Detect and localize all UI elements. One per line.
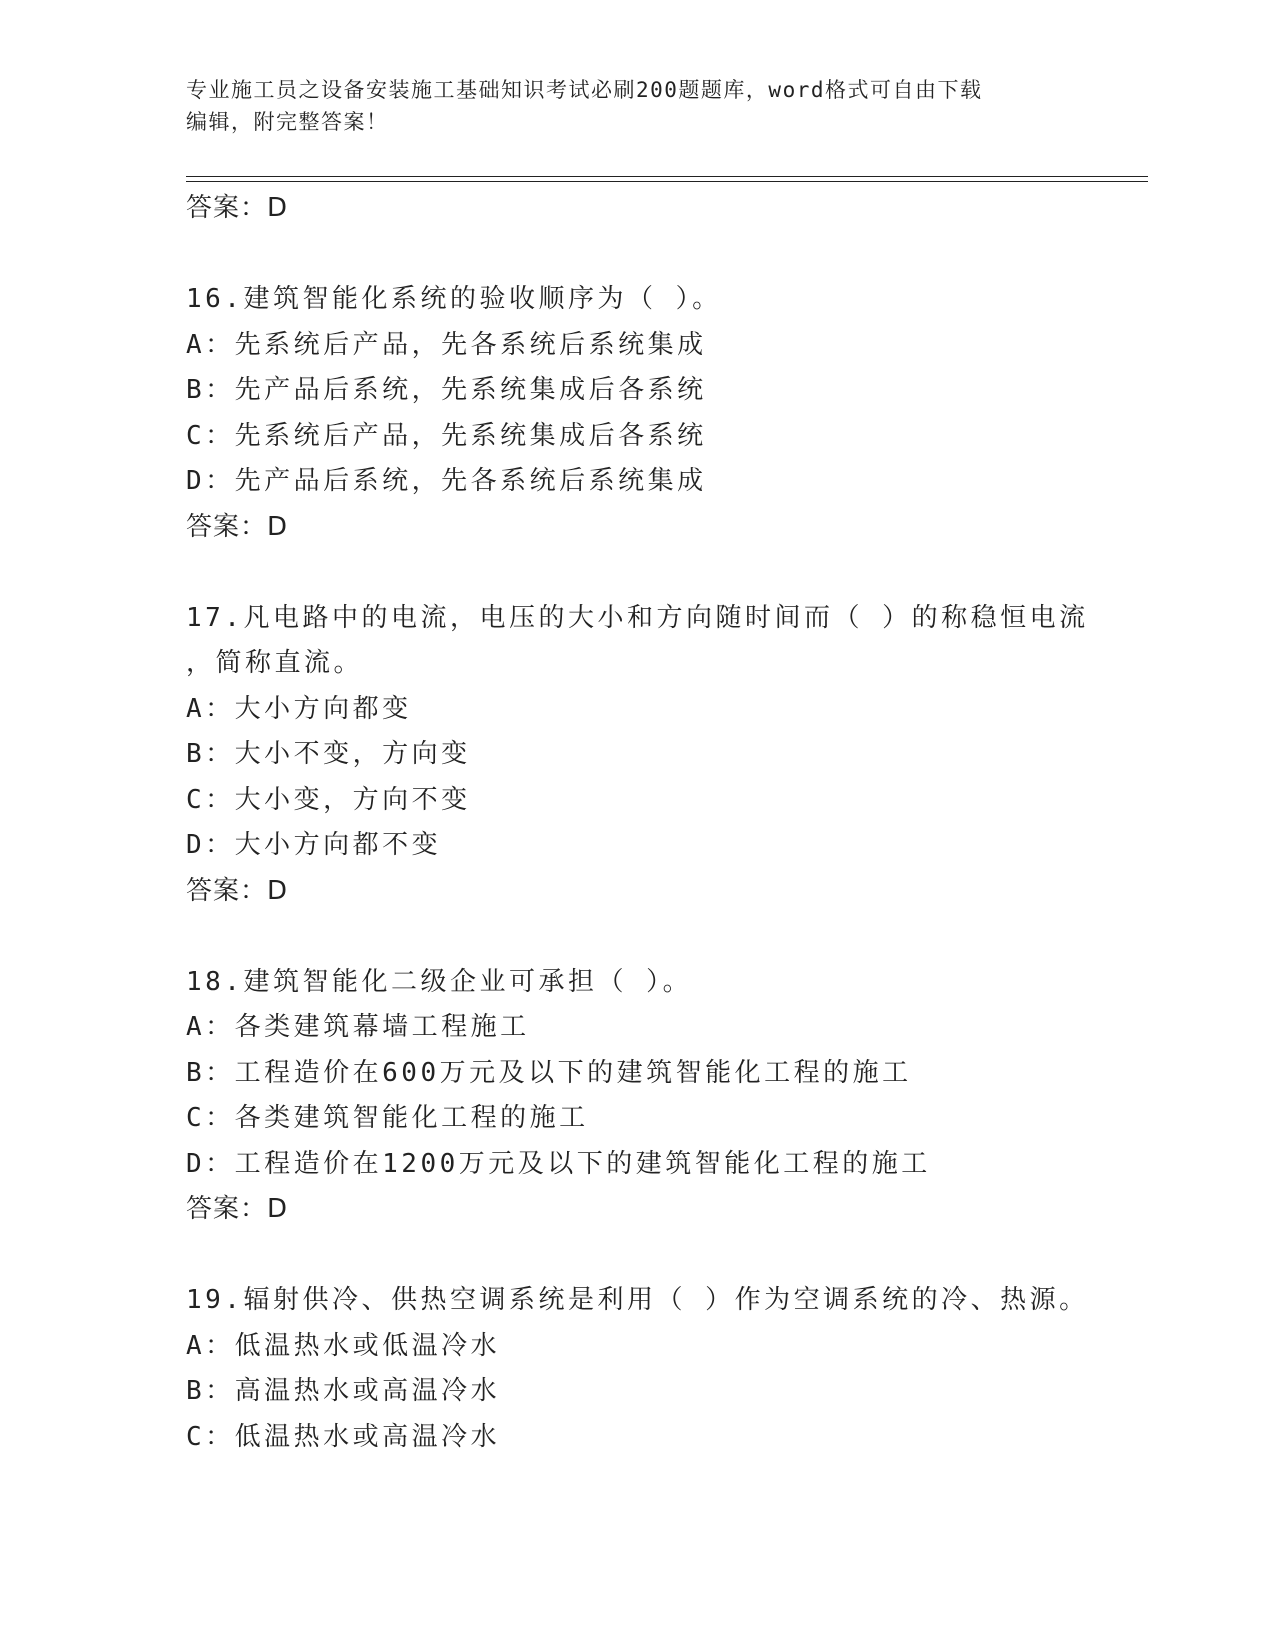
option-a: A：低温热水或低温冷水 bbox=[186, 1330, 501, 1361]
answer-line: 答案：D bbox=[186, 875, 289, 906]
option-d: D：先产品后系统，先各系统后系统集成 bbox=[186, 466, 707, 496]
option-d: D：工程造价在1200万元及以下的建筑智能化工程的施工 bbox=[186, 1148, 931, 1179]
option-d: D：大小方向都不变 bbox=[186, 830, 442, 860]
spacer bbox=[186, 232, 1086, 278]
spacer bbox=[186, 1233, 1086, 1279]
option-b: B：大小不变，方向变 bbox=[186, 739, 471, 769]
header-divider-top bbox=[186, 176, 1148, 177]
option-a: A：大小方向都变 bbox=[186, 693, 412, 724]
document-header bbox=[186, 74, 1066, 138]
answer-line: 答案：D bbox=[186, 193, 289, 223]
option-c: C：先系统后产品，先系统集成后各系统 bbox=[186, 420, 707, 451]
option-b: B：先产品后系统，先系统集成后各系统 bbox=[186, 375, 707, 405]
header-divider-bottom bbox=[186, 181, 1148, 182]
option-a: A：各类建筑幕墙工程施工 bbox=[186, 1012, 530, 1042]
question-stem-continued: ，简称直流。 bbox=[186, 648, 364, 678]
question-list bbox=[186, 186, 1089, 1460]
option-c: C：各类建筑智能化工程的施工 bbox=[186, 1103, 589, 1133]
question-stem: 17.凡电路中的电流，电压的大小和方向随时间而（ ）的称稳恒电流 bbox=[186, 602, 1089, 633]
option-c: C：大小变，方向不变 bbox=[186, 784, 471, 815]
header-line-1: 专业施工员之设备安装施工基础知识考试必刷200题题库，word格式可自由下载 bbox=[186, 78, 983, 102]
spacer bbox=[186, 550, 1086, 596]
question-stem: 18.建筑智能化二级企业可承担（ ）。 bbox=[186, 966, 693, 997]
question-19 bbox=[186, 1278, 1089, 1460]
option-a: A：先系统后产品，先各系统后系统集成 bbox=[186, 329, 707, 360]
option-c: C：低温热水或高温冷水 bbox=[186, 1421, 501, 1452]
question-stem: 19.辐射供冷、供热空调系统是利用（ ）作为空调系统的冷、热源。 bbox=[186, 1285, 1089, 1315]
spacer bbox=[186, 914, 1086, 960]
answer-line: 答案：D bbox=[186, 1194, 289, 1224]
question-18 bbox=[186, 960, 1086, 1233]
option-b: B：工程造价在600万元及以下的建筑智能化工程的施工 bbox=[186, 1057, 912, 1088]
question-16 bbox=[186, 277, 1086, 550]
option-b: B：高温热水或高温冷水 bbox=[186, 1376, 501, 1406]
question-stem: 16.建筑智能化系统的验收顺序为（ ）。 bbox=[186, 284, 722, 314]
answer-line: 答案：D bbox=[186, 511, 289, 542]
header-line-2: 编辑，附完整答案！ bbox=[186, 110, 389, 134]
question-17 bbox=[186, 596, 1089, 915]
